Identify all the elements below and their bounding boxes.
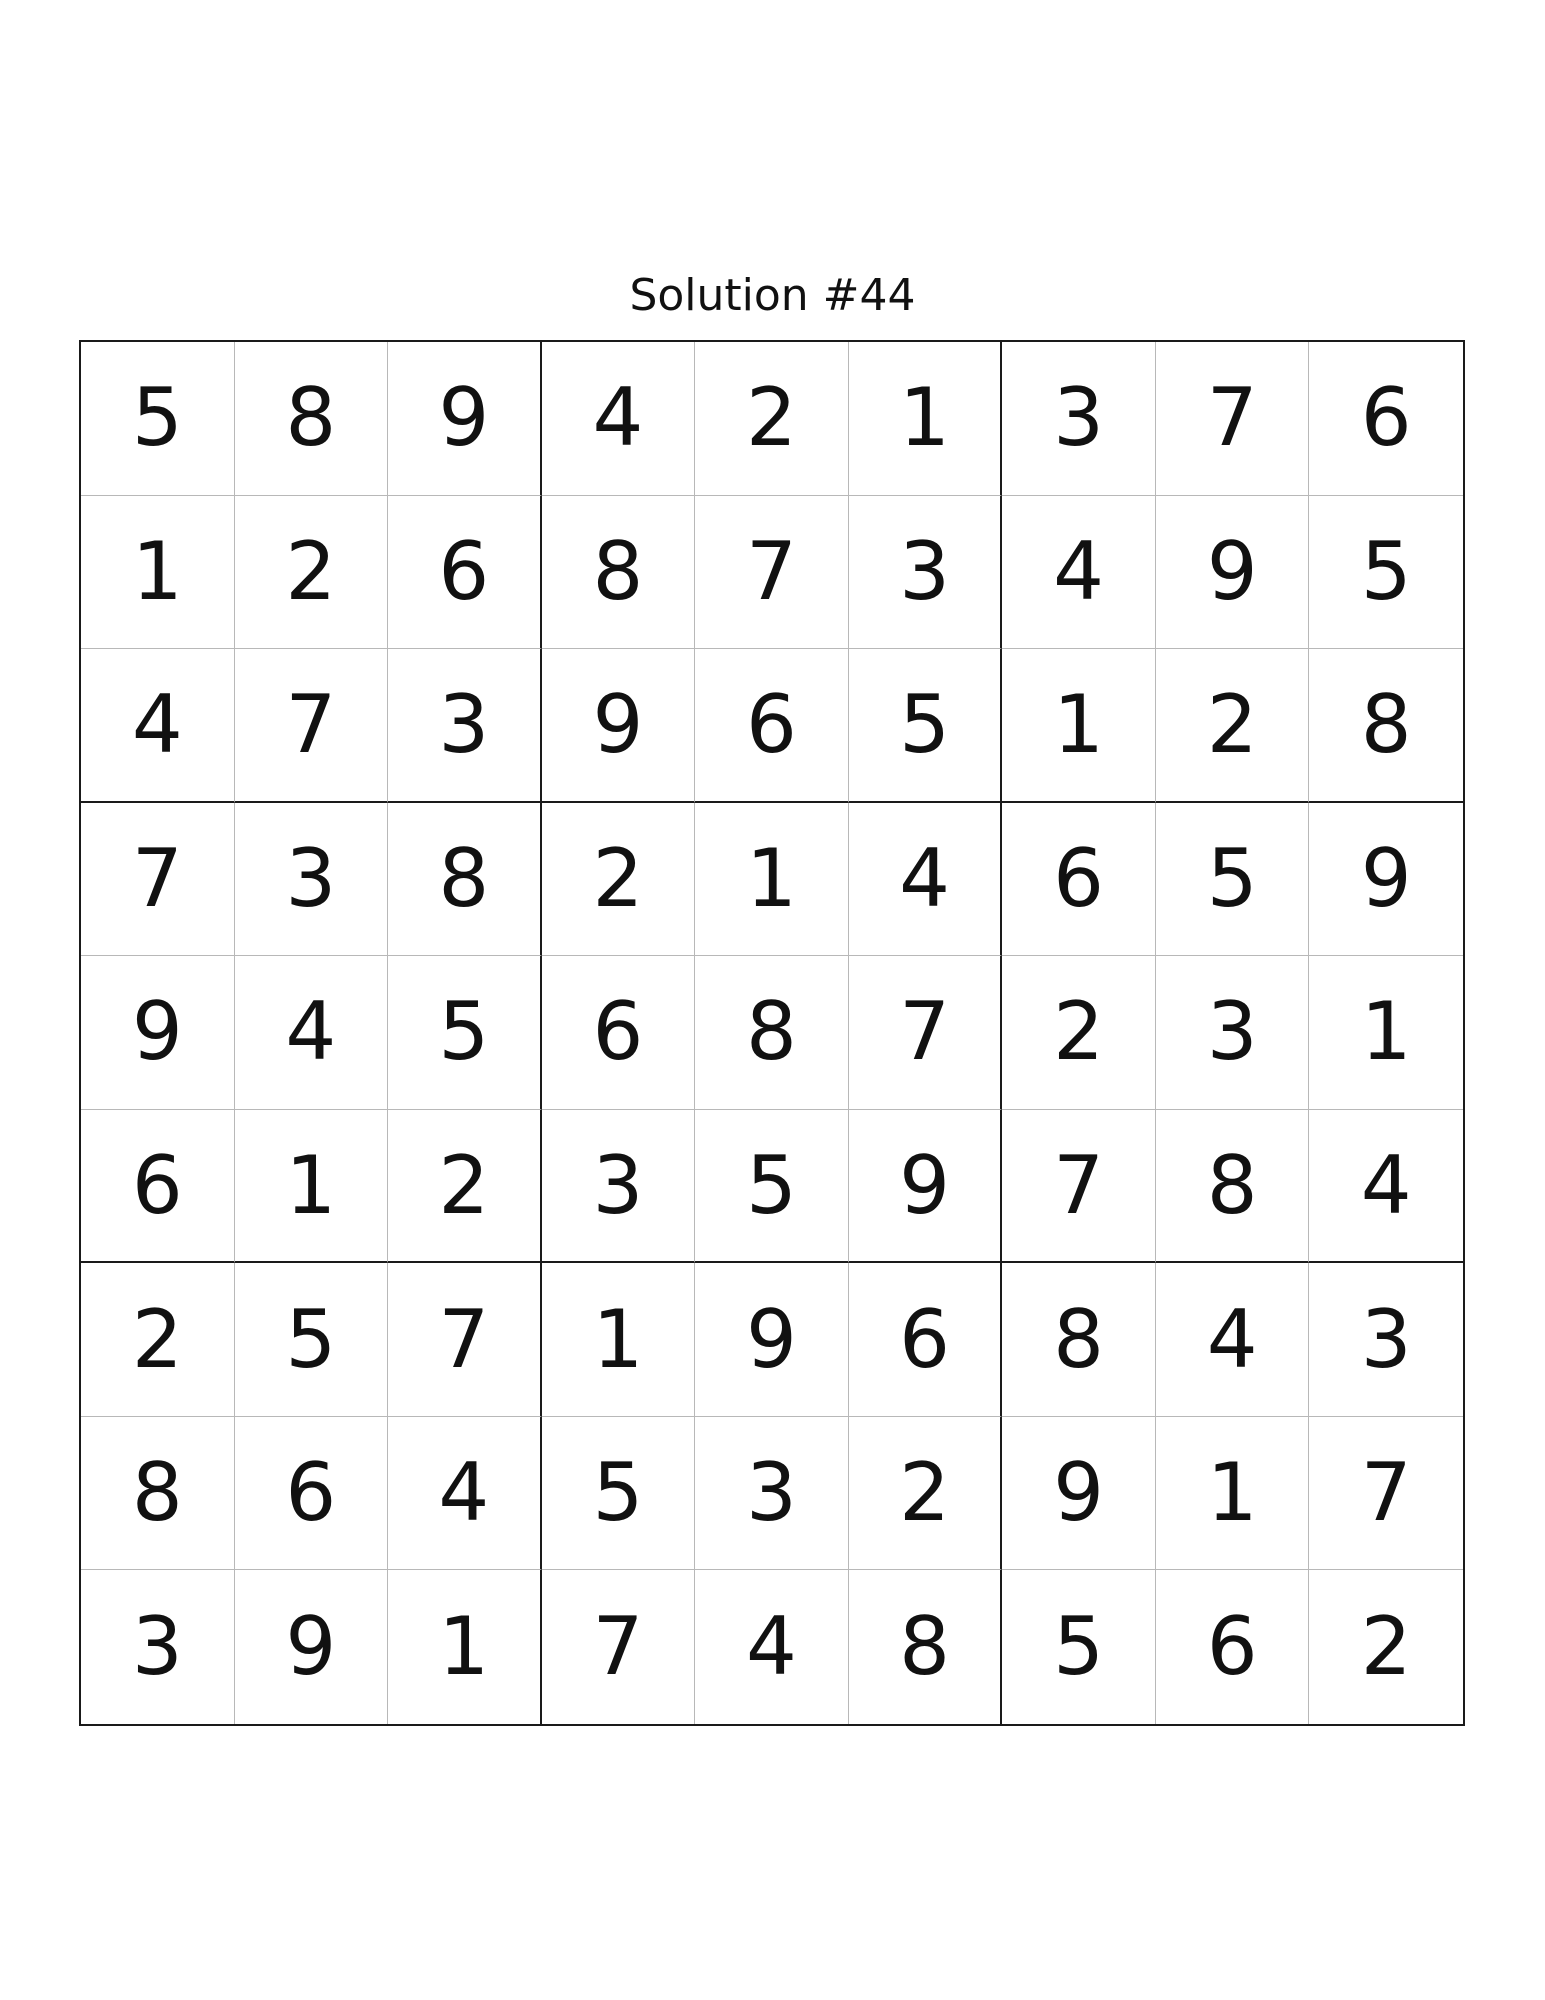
sudoku-cell: 1 <box>1156 1417 1310 1571</box>
sudoku-cell: 8 <box>542 496 696 650</box>
sudoku-cell: 2 <box>542 803 696 957</box>
sudoku-cell: 5 <box>388 956 542 1110</box>
sudoku-cell: 9 <box>235 1570 389 1724</box>
sudoku-cell: 1 <box>849 342 1003 496</box>
sudoku-cell: 3 <box>235 803 389 957</box>
sudoku-cell: 3 <box>1309 1263 1463 1417</box>
sudoku-cell: 3 <box>849 496 1003 650</box>
sudoku-cell: 6 <box>849 1263 1003 1417</box>
sudoku-cell: 8 <box>81 1417 235 1571</box>
sudoku-cell: 8 <box>388 803 542 957</box>
sudoku-cell: 1 <box>81 496 235 650</box>
sudoku-cell: 9 <box>81 956 235 1110</box>
sudoku-cell: 3 <box>542 1110 696 1264</box>
sudoku-cell: 8 <box>1156 1110 1310 1264</box>
sudoku-cell: 2 <box>235 496 389 650</box>
sudoku-cell: 8 <box>1309 649 1463 803</box>
sudoku-cell: 5 <box>849 649 1003 803</box>
sudoku-cell: 6 <box>1156 1570 1310 1724</box>
sudoku-cell: 4 <box>1309 1110 1463 1264</box>
sudoku-cell: 6 <box>1002 803 1156 957</box>
sudoku-cell: 2 <box>1156 649 1310 803</box>
sudoku-cell: 7 <box>542 1570 696 1724</box>
sudoku-cell: 7 <box>235 649 389 803</box>
sudoku-cell: 4 <box>695 1570 849 1724</box>
sudoku-cell: 1 <box>388 1570 542 1724</box>
sudoku-cell: 2 <box>1360 1600 1412 1694</box>
sudoku-cell: 1 <box>695 803 849 957</box>
sudoku-cell: 5 <box>81 342 235 496</box>
sudoku-cell: 8 <box>1002 1263 1156 1417</box>
sudoku-cell: 9 <box>1309 803 1463 957</box>
sudoku-cell: 2 <box>695 342 849 496</box>
sudoku-cell: 4 <box>1002 496 1156 650</box>
sudoku-cell: 4 <box>81 649 235 803</box>
sudoku-cell: 9 <box>695 1263 849 1417</box>
sudoku-cell: 4 <box>1156 1263 1310 1417</box>
sudoku-cell: 9 <box>849 1110 1003 1264</box>
sudoku-cell: 7 <box>1002 1110 1156 1264</box>
sudoku-cell: 6 <box>542 956 696 1110</box>
puzzle-title: Solution #44 <box>629 270 916 321</box>
sudoku-cell: 1 <box>1309 956 1463 1110</box>
sudoku-cell: 8 <box>235 342 389 496</box>
sudoku-cell: 8 <box>849 1570 1003 1724</box>
sudoku-cell: 6 <box>695 649 849 803</box>
sudoku-cell: 3 <box>1156 956 1310 1110</box>
sudoku-board <box>79 340 1465 1726</box>
sudoku-cell: 6 <box>81 1110 235 1264</box>
sudoku-cell: 3 <box>695 1417 849 1571</box>
sudoku-cell: 7 <box>81 803 235 957</box>
sudoku-cell: 6 <box>388 496 542 650</box>
sudoku-cell: 4 <box>849 803 1003 957</box>
sudoku-cell: 5 <box>235 1263 389 1417</box>
sudoku-cell: 3 <box>81 1570 235 1724</box>
sudoku-cell: 7 <box>695 496 849 650</box>
sudoku-cell: 9 <box>542 649 696 803</box>
sudoku-cell: 5 <box>1156 803 1310 957</box>
sudoku-cell: 3 <box>1002 342 1156 496</box>
sudoku-cell: 2 <box>1002 956 1156 1110</box>
sudoku-cell: 2 <box>81 1263 235 1417</box>
sudoku-cell: 9 <box>1002 1417 1156 1571</box>
sudoku-cell: 4 <box>388 1417 542 1571</box>
sudoku-cell: 7 <box>1156 342 1310 496</box>
sudoku-cell: 5 <box>1002 1570 1156 1724</box>
sudoku-cell: 9 <box>388 342 542 496</box>
sudoku-cell: 7 <box>849 956 1003 1110</box>
sudoku-cell: 1 <box>1002 649 1156 803</box>
sudoku-cell: 3 <box>388 649 542 803</box>
sudoku-cell: 5 <box>542 1417 696 1571</box>
sudoku-cell: 7 <box>388 1263 542 1417</box>
sudoku-cell: 4 <box>235 956 389 1110</box>
sudoku-cell: 1 <box>235 1110 389 1264</box>
sudoku-cell: 6 <box>1309 342 1463 496</box>
sudoku-cell: 9 <box>1156 496 1310 650</box>
sudoku-cell: 5 <box>1309 496 1463 650</box>
sudoku-cell: 2 <box>388 1110 542 1264</box>
sudoku-cell: 2 <box>849 1417 1003 1571</box>
sudoku-cell: 8 <box>695 956 849 1110</box>
sudoku-cell: 6 <box>235 1417 389 1571</box>
sudoku-cell: 1 <box>542 1263 696 1417</box>
sudoku-cell: 4 <box>542 342 696 496</box>
sudoku-cell: 7 <box>1309 1417 1463 1571</box>
sudoku-cell: 5 <box>695 1110 849 1264</box>
